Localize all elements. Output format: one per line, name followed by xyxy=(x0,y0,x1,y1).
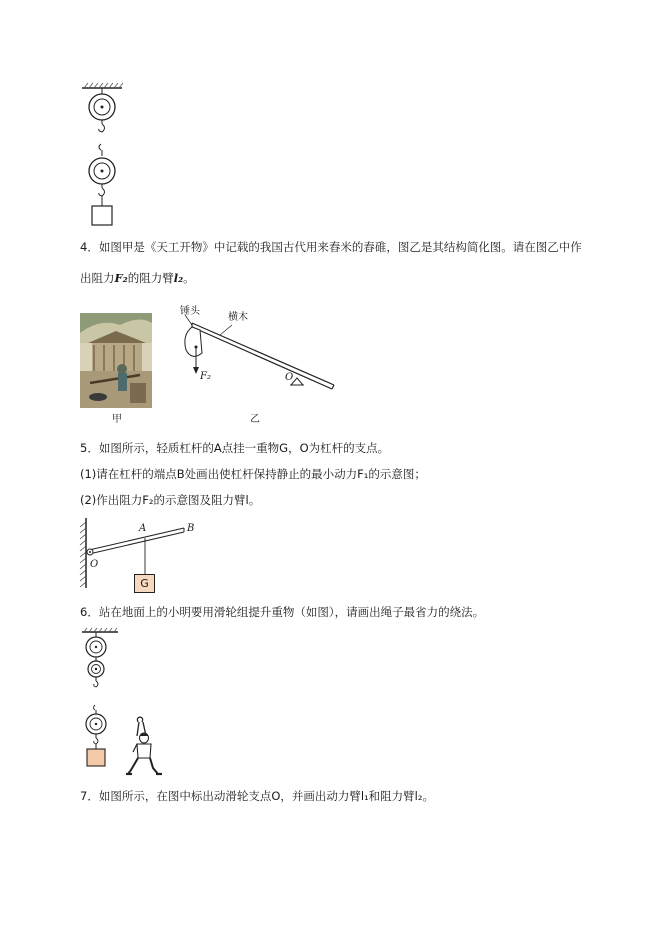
q6-text-line1: 6．站在地面上的小明要用滑轮组提升重物（如图），请画出绳子最省力的绕法。 xyxy=(80,605,485,619)
q4-text-line1: 4．如图甲是《天工开物》中记载的我国古代用来舂米的舂碓，图乙是其结构简化图。请在图乙中作 xyxy=(80,240,582,254)
q4-lever-diagram xyxy=(180,305,340,410)
q4-line2-mid: 的阻力臂 xyxy=(127,271,174,285)
q5-label-a: A xyxy=(139,523,147,534)
q4-photo-illustration xyxy=(80,313,152,408)
q4-label-pivot: O xyxy=(285,372,294,383)
q4-text-line2 xyxy=(80,271,195,285)
q5-text-line2: (1)请在杠杆的端点B处画出使杠杆保持静止的最小动力F₁的示意图； xyxy=(80,467,426,481)
q4-line2-prefix: 出阻力 xyxy=(80,271,115,285)
q5-label-b: B xyxy=(187,523,195,534)
q5-label-o: O xyxy=(90,559,99,570)
q5-text-line3: (2)作出阻力F₂的示意图及阻力臂l。 xyxy=(80,493,261,507)
q4-force-symbol: F₂ xyxy=(114,271,128,285)
q4-label-force: F₂ xyxy=(200,371,211,382)
pulley-system-figure-top xyxy=(78,82,128,232)
q4-arm-symbol: l₂ xyxy=(173,271,184,285)
q6-person-pulling-figure xyxy=(124,716,164,778)
q5-text-line1: 5．如图所示，轻质杠杆的A点挂一重物G，O为杠杆的支点。 xyxy=(80,441,390,455)
q4-line2-suffix: 。 xyxy=(183,271,195,285)
q7-text-line1: 7．如图所示，在图中标出动滑轮支点O，并画出动力臂l₁和阻力臂l₂。 xyxy=(80,789,434,803)
q4-caption-jia: 甲 xyxy=(112,414,122,425)
q4-caption-yi: 乙 xyxy=(250,414,260,425)
q6-pulley-system-figure xyxy=(78,628,128,768)
q4-label-beam: 横木 xyxy=(228,312,248,323)
q5-weight-g: G xyxy=(134,574,155,593)
q4-label-hammer: 锤头 xyxy=(180,306,200,317)
